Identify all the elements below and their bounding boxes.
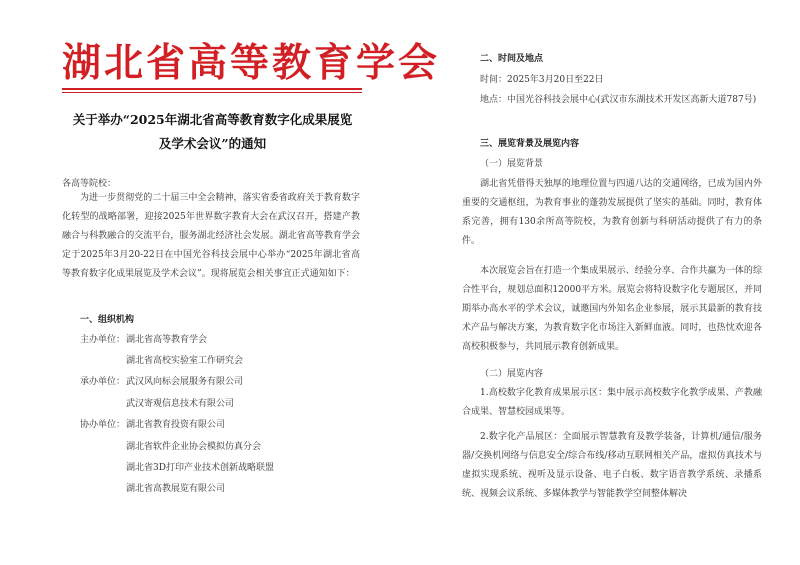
organizer-label-undertake: 承办单位： [80, 377, 126, 387]
masthead-rule-thick [62, 88, 362, 90]
section-background-heading: 三、展览背景及展览内容 [480, 139, 580, 149]
organizer-name: 湖北省高等教育学会 [126, 335, 208, 345]
section-organization-heading: 一、组织机构 [80, 315, 135, 325]
section-time-place-heading: 二、时间及地点 [480, 54, 544, 64]
subsection-content: （二）展览内容 [480, 369, 544, 379]
background-paragraph-2: 本次展览会旨在打造一个集成果展示、经验分享、合作共赢为一体的综合性平台，规划总面积12000平方米。展览会将特设数字化专题展区，并同期举办高水平的学术会议，诚邀国内外知名企业参展，展示其最新的教育技术产品与解决方案，为教育数字化市场注入新鲜血液。同时，也热忱欢迎各高校积极参与，共同展示教育创新成果。 [462, 266, 762, 352]
organizer-name: 湖北省高校实验室工作研究会 [126, 356, 244, 366]
right-page [400, 0, 800, 565]
organizer-name: 湖北省教育投资有限公司 [126, 420, 226, 430]
background-paragraph-1: 湖北省凭借得天独厚的地理位置与四通八达的交通网络，已成为国内外重要的交通枢纽，为教育事业的蓬勃发展提供了坚实的基础。同时，教育体系完善，拥有130余所高等院校，为教育创新与科研活动提供了有力的条件。 [462, 179, 762, 246]
masthead-title: 湖北省高等教育学会 [62, 40, 441, 86]
organizer-label-host: 主办单位： [80, 335, 126, 345]
organizer-name: 武汉寄观信息技术有限公司 [126, 399, 235, 409]
notice-title: 关于举办“2025年湖北省高等教育数字化成果展览及学术会议”的通知 [72, 112, 353, 151]
organizer-name: 湖北省软件企业协会模拟仿真分会 [126, 442, 262, 452]
organizer-name: 湖北省3D打印产业技术创新战略联盟 [126, 463, 274, 473]
salutation: 各高等院校： [62, 179, 117, 189]
content-item-1: 1.高校数字化教育成果展示区：集中展示高校数字化教学成果、产教融合成果、智慧校园成果等。 [462, 388, 762, 417]
event-place: 地点：中国光谷科技会展中心(武汉市东湖技术开发区高新大道787号) [480, 95, 757, 105]
subsection-background: （一）展览背景 [480, 159, 544, 169]
event-time: 时间：2025年3月20日至22日 [480, 75, 604, 85]
organizer-name: 湖北省高教展览有限公司 [126, 484, 226, 494]
intro-paragraph: 为进一步贯彻党的二十届三中全会精神，落实省委省政府关于教育数字化转型的战略部署，迎接2025年世界数字教育大会在武汉召开，搭建产教融合与科教融合的交流平台，服务湖北经济社会发展。湖北省高等教育学会定于2025年3月20-22日在中国光谷科技会展中心举办“2025年湖北省高等教育数字化成果展览及学术会议”。现将展览会相关事宜正式通知如下： [62, 193, 360, 279]
organizer-label-co: 协办单位： [80, 420, 126, 430]
masthead-rule-thin [62, 92, 362, 93]
organizer-name: 武汉风向标会展服务有限公司 [126, 377, 244, 387]
content-item-2: 2.数字化产品展区：全面展示智慧教育及教学装备，计算机/通信/服务器/交换机网络与信息安全/综合布线/移动互联网相关产品，虚拟仿真技术与虚拟实现系统、视听及显示设备、电子白板、数字语音教学系统、录播系统、视频会议系统、多媒体教学与智能教学空间整体解决 [462, 432, 762, 499]
